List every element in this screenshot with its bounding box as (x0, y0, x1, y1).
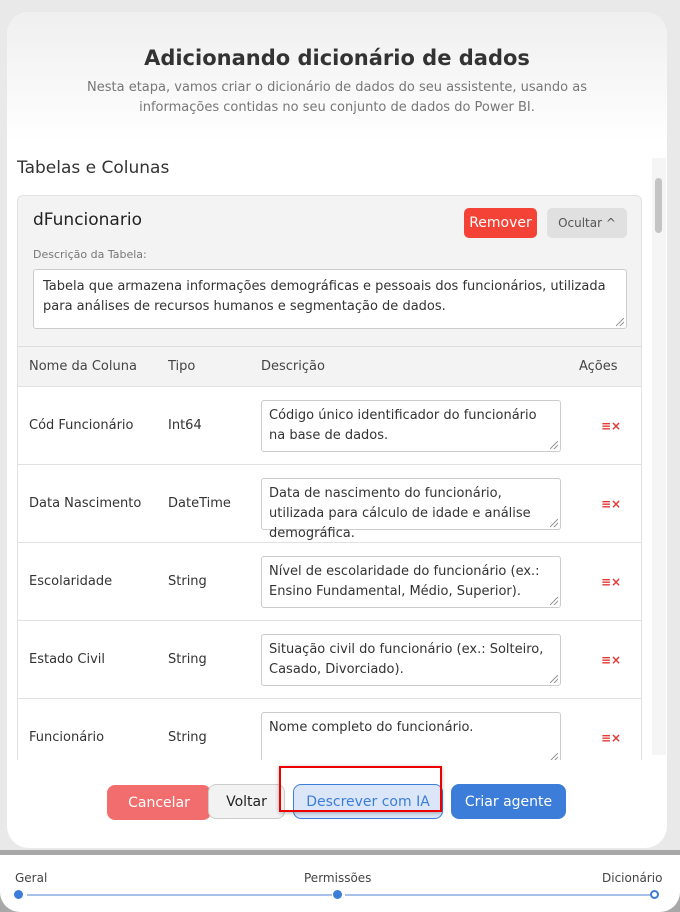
column-description-text: Situação civil do funcionário (ex.: Solteiro, Casado, Divorciado). (269, 641, 544, 677)
column-name: Cód Funcionário (29, 418, 134, 433)
hide-button[interactable]: Ocultar ^ (547, 208, 627, 238)
table-row (18, 543, 642, 621)
clear-column-icon[interactable]: ≡× (600, 418, 622, 433)
column-name: Funcionário (29, 730, 105, 746)
description-label: Descrição da Tabela: (33, 248, 147, 261)
column-description-text: Nível de escolaridade do funcionário (ex.: Ensino Fundamental, Médio, Superior). (269, 563, 540, 599)
clear-column-icon[interactable]: ≡× (600, 496, 622, 511)
modal-header (7, 12, 667, 142)
col-header-description: Descrição (261, 347, 579, 387)
column-description-input[interactable] (261, 712, 561, 760)
table-row (18, 699, 642, 761)
table-row (18, 387, 642, 465)
table-row (18, 621, 642, 699)
column-description-input[interactable] (261, 556, 561, 608)
table-header-row (18, 347, 642, 387)
table-description-text: Tabela que armazena informações demográficas e pessoais dos funcionários, utilizada para análises de recursos humanos e segmentação de dados. (43, 279, 606, 314)
columns-table (18, 346, 642, 760)
remove-button[interactable]: Remover (464, 208, 537, 238)
page-title: Adicionando dicionário de dados (144, 46, 530, 70)
column-name: Data Nascimento (29, 496, 142, 511)
column-type: String (168, 574, 207, 589)
scrollbar[interactable] (652, 158, 666, 755)
column-description-input[interactable] (261, 400, 561, 452)
column-description-text: Nome completo do funcionário. (269, 719, 474, 735)
clear-column-icon[interactable]: ≡× (600, 652, 622, 667)
create-agent-button[interactable]: Criar agente (451, 784, 566, 819)
step-dot-current (650, 890, 659, 899)
step-dot-done (14, 890, 23, 899)
highlight-box (279, 766, 442, 812)
clear-column-icon[interactable]: ≡× (600, 574, 622, 589)
resize-handle-icon[interactable] (550, 675, 558, 683)
table-row (18, 465, 642, 543)
col-header-type: Tipo (168, 347, 261, 387)
col-header-actions: Ações (579, 347, 642, 387)
resize-handle-icon[interactable] (550, 597, 558, 605)
column-type: String (168, 730, 207, 746)
column-type: DateTime (168, 496, 231, 511)
step-line (345, 894, 650, 896)
scrollbar-thumb[interactable] (655, 178, 662, 233)
column-description-text: Código único identificador do funcionário na base de dados. (269, 407, 537, 443)
resize-handle-icon[interactable] (550, 753, 558, 760)
content-scroll (7, 155, 667, 760)
column-type: String (168, 652, 207, 667)
col-header-name: Nome da Coluna (18, 347, 168, 387)
column-description-input[interactable] (261, 634, 561, 686)
table-description-input[interactable] (33, 269, 627, 329)
page-subtitle: Nesta etapa, vamos criar o dicionário de dados do seu assistente, usando as informações contidas no seu conjunto de dados do Power BI. (87, 80, 587, 115)
column-name: Estado Civil (29, 652, 105, 667)
clear-column-icon[interactable]: ≡× (600, 730, 622, 745)
step-permissions[interactable]: Permissões (304, 871, 372, 885)
cancel-button[interactable]: Cancelar (107, 785, 211, 820)
column-type: Int64 (168, 418, 202, 433)
resize-handle-icon[interactable] (550, 519, 558, 527)
modal (7, 12, 667, 848)
resize-handle-icon[interactable] (616, 318, 624, 326)
step-dot-done (333, 890, 342, 899)
column-name: Escolaridade (29, 574, 113, 589)
step-dictionary[interactable]: Dicionário (602, 871, 663, 885)
describe-with-ai-button[interactable]: Descrever com IA (293, 784, 443, 819)
table-card (17, 195, 642, 760)
stepper (0, 855, 680, 912)
table-name: dFuncionario (33, 210, 142, 230)
back-button[interactable]: Voltar (208, 784, 285, 819)
step-line (27, 894, 332, 896)
column-description-input[interactable] (261, 478, 561, 541)
column-description-text: Data de nascimento do funcionário, utilizada para cálculo de idade e análise demográfica. (269, 485, 531, 541)
resize-handle-icon[interactable] (550, 441, 558, 449)
section-title: Tabelas e Colunas (17, 158, 170, 178)
step-general[interactable]: Geral (15, 871, 48, 885)
